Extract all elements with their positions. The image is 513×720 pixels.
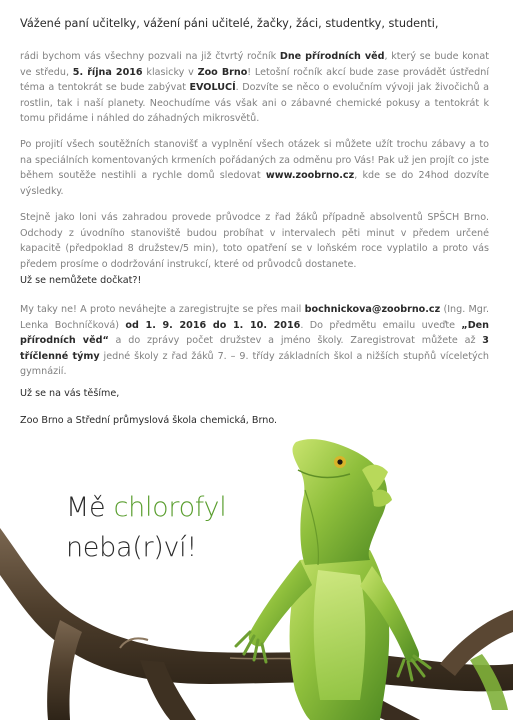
website-link[interactable]: www.zoobrno.cz — [265, 170, 355, 182]
event-date: 5. října 2016 — [72, 66, 143, 78]
team-size: 3 tříčlenné týmy — [20, 335, 489, 362]
slogan-line-2: neba(r)ví! — [66, 532, 197, 563]
registration-text: (Ing. Mgr. Lenka Bochníčková) — [20, 304, 490, 331]
slogan-green-word: chlorofyl — [113, 492, 227, 523]
registration-text: . Do předmětu emailu uveďte — [300, 319, 462, 331]
registration-text: a do zprávy počet družstev a jméno školy. Zaregistrovat můžete až — [108, 335, 483, 347]
registration-period: od 1. 9. 2016 do 1. 10. 2016 — [125, 319, 301, 331]
competition-text: Po projití všech soutěžních stanovišť a vyplnění všech otázek si můžete užít trochu zábavy a to na speciálních komentovaných krmeních pořádaných za odměnu pro Vás! Pak už jen projít co jste během soutěže nestihli a rychle domů sledovat — [20, 139, 489, 182]
registration-text: My taky ne! A proto neváhejte a zaregistrujte se přes mail — [20, 304, 305, 315]
email-link[interactable]: bochnickova@zoobrno.cz — [304, 304, 441, 315]
intro-text: rádi bychom vás všechny pozvali na již čtvrtý ročník — [20, 51, 280, 62]
event-name: Dne přírodních věd — [279, 51, 385, 62]
registration-text: jedné školy z řad žáků 7. – 9. třídy základních škol a nižších stupňů víceletých gymnázií. — [20, 350, 489, 378]
email-subject: „Den přírodních věd“ — [20, 319, 490, 347]
intro-text: , který se bude konat ve středu, — [20, 51, 489, 78]
slogan-line-1 — [66, 492, 226, 523]
competition-paragraph — [20, 137, 489, 199]
event-theme: EVOLUCÍ — [189, 82, 236, 94]
signature-line: Zoo Brno a Střední průmyslová škola chemická, Brno. — [20, 415, 278, 426]
slogan-word: Mě — [66, 492, 114, 523]
intro-text: . Dozvíte se něco o evolučním vývoji jak živočichů a rostlin, tak i naší planety. Neochudíme vás však ani o zábavné chemické pokusy a tentokrát k tomu přidáme i náhled do záhadných mikrosvětů. — [20, 82, 489, 125]
intro-paragraph — [20, 49, 489, 127]
event-place: Zoo Brno — [197, 66, 248, 78]
intro-text: klasicky v — [142, 66, 198, 78]
guide-paragraph: Stejně jako loni vás zahradou provede průvodce z řad žáků případně absolventů SPŠCH Brno. Odchody z úvodního stanoviště budou probíhat v intervalech pěti minut v předem určené kapacitě (předpoklad 8 družstev/5 min), toto opatření se v loňském roce vyplatilo a proto vás předem prosíme o dodržování instrukcí, které od průvodců dostanete. — [20, 212, 489, 270]
competition-text: , kde se do 24hod dozvíte výsledky. — [20, 170, 489, 197]
registration-paragraph — [20, 302, 489, 380]
question-line: Už se nemůžete dočkat?! — [20, 275, 142, 286]
intro-text: ! Letošní ročník akcí bude zase provádět ústřední téma a tentokrát se bude zabývat — [20, 66, 489, 94]
greeting-heading: Vážené paní učitelky, vážení páni učitelé, žačky, žáci, studentky, studenti, — [20, 17, 439, 30]
closing-line: Už se na vás těšíme, — [20, 388, 120, 399]
